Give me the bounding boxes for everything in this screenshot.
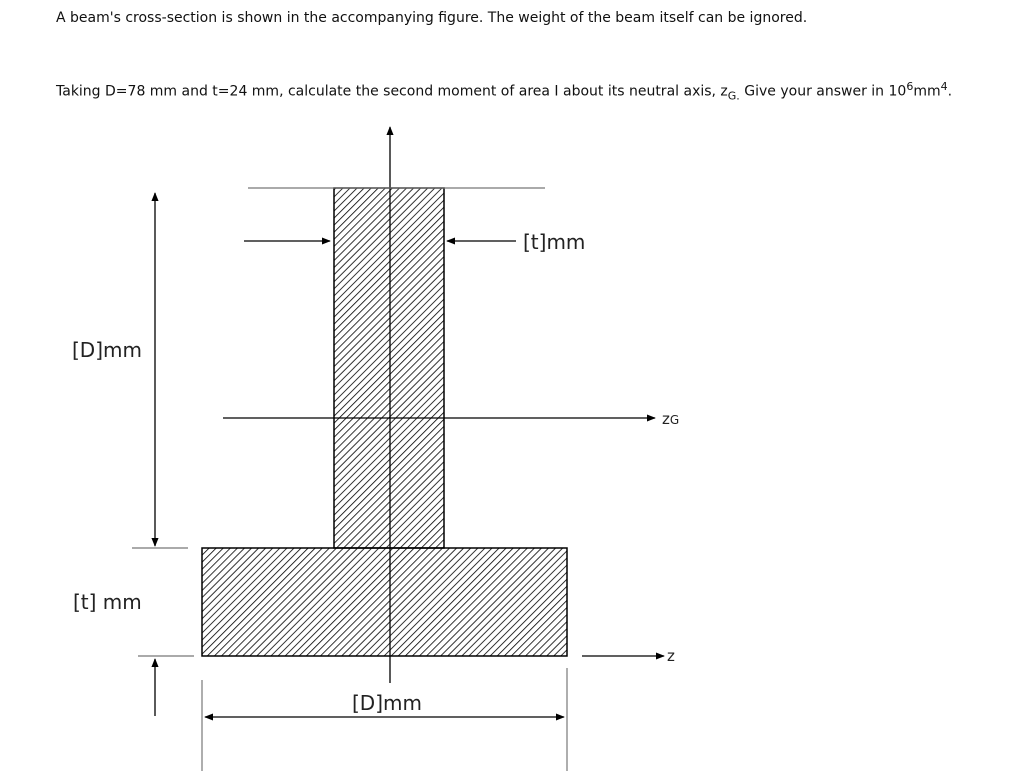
- neutral-axis-label: [662, 410, 679, 428]
- question-text-1: A beam's cross-section is shown in the accompanying figure. The weight of the beam itself can be ignored.: [56, 10, 808, 26]
- unit-text: mm: [913, 83, 941, 100]
- neutral-axis-letter: z: [662, 410, 670, 428]
- web-thickness-label: [t]mm: [523, 230, 586, 254]
- question-text-3: Give your answer in 10: [739, 83, 907, 100]
- power-exponent: 6: [906, 80, 914, 93]
- unit-exponent: 4: [940, 80, 948, 93]
- neutral-axis-sub: G: [669, 413, 680, 427]
- flange-section: [202, 548, 567, 656]
- height-label: [D]mm: [72, 338, 142, 362]
- question-end: .: [947, 83, 953, 100]
- web-section: [334, 188, 444, 548]
- question-text-2: Taking D=78 mm and t=24 mm, calculate the second moment of area I about its neutral axis, z: [56, 83, 728, 100]
- width-label: [D]mm: [352, 691, 422, 715]
- neutral-axis-subscript: G.: [727, 89, 740, 103]
- flange-thickness-label: [t] mm: [73, 590, 142, 614]
- base-axis-label: z: [667, 647, 675, 665]
